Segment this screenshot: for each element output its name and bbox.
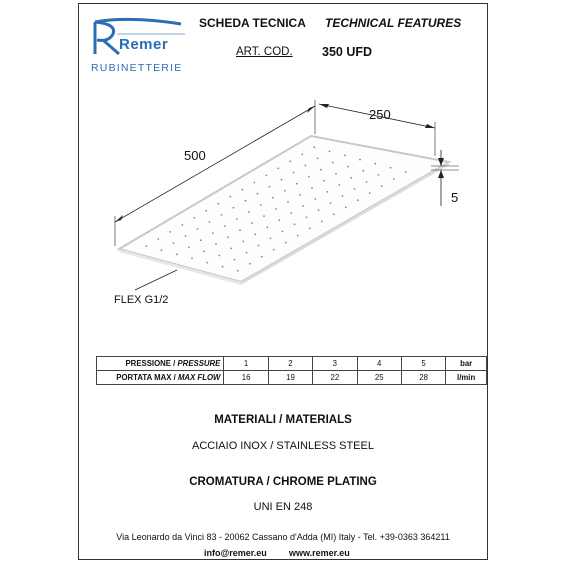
nozzle-dot: [318, 209, 320, 211]
title-italian: SCHEDA TECNICA: [199, 16, 306, 30]
table-cell: 19: [268, 371, 312, 385]
title-english: TECHNICAL FEATURES: [325, 16, 462, 30]
nozzle-dot: [185, 235, 187, 237]
nozzle-dot: [229, 196, 231, 198]
plating-heading: CROMATURA / CHROME PLATING: [189, 476, 377, 488]
dimension-length: 500: [184, 148, 206, 163]
nozzle-dot: [290, 212, 292, 214]
nozzle-dot: [317, 158, 319, 160]
nozzle-dot: [246, 252, 248, 254]
art-code-label: ART. COD.: [236, 46, 293, 58]
nozzle-dot: [321, 221, 323, 223]
nozzle-dot: [227, 236, 229, 238]
nozzle-dot: [393, 178, 395, 180]
nozzle-dot: [285, 242, 287, 244]
nozzle-dot: [354, 188, 356, 190]
nozzle-dot: [301, 153, 303, 155]
nozzle-dot: [169, 231, 171, 233]
nozzle-dot: [390, 167, 392, 169]
nozzle-dot: [405, 171, 407, 173]
nozzle-dot: [359, 159, 361, 161]
nozzle-dot: [191, 258, 193, 260]
nozzle-dot: [275, 208, 277, 210]
label-english: PRESSURE: [177, 359, 221, 368]
nozzle-dot: [294, 223, 296, 225]
table-cell: 28: [401, 371, 445, 385]
nozzle-dot: [344, 155, 346, 157]
nozzle-dot: [350, 177, 352, 179]
nozzle-dot: [270, 238, 272, 240]
nozzle-dot: [265, 175, 267, 177]
nozzle-dot: [305, 165, 307, 167]
nozzle-dot: [242, 241, 244, 243]
nozzle-dot: [281, 179, 283, 181]
spec-table: [96, 356, 487, 385]
table-cell: 2: [268, 357, 312, 371]
nozzle-dot: [257, 193, 259, 195]
nozzle-dot: [221, 214, 223, 216]
nozzle-dot: [284, 190, 286, 192]
nozzle-dot: [209, 221, 211, 223]
nozzle-dot: [366, 181, 368, 183]
dimension-width: 250: [369, 107, 391, 122]
nozzle-dot: [261, 256, 263, 258]
table-row: [97, 357, 487, 371]
nozzle-dot: [254, 233, 256, 235]
label-english: MAX FLOW: [177, 373, 221, 382]
art-code-value: 350 UFD: [322, 45, 373, 59]
nozzle-dot: [212, 232, 214, 234]
unit-cell: l/min: [446, 371, 487, 385]
nozzle-dot: [205, 210, 207, 212]
technical-sheet: [78, 3, 488, 560]
table-cell: 25: [357, 371, 401, 385]
nozzle-dot: [224, 225, 226, 227]
nozzle-dot: [302, 205, 304, 207]
nozzle-dot: [296, 183, 298, 185]
nozzle-dot: [306, 216, 308, 218]
nozzle-dot: [309, 228, 311, 230]
plating-value: UNI EN 248: [253, 501, 313, 513]
brand-name: Remer: [119, 36, 169, 53]
nozzle-dot: [338, 184, 340, 186]
nozzle-dot: [233, 207, 235, 209]
nozzle-dot: [245, 200, 247, 202]
nozzle-dot: [266, 226, 268, 228]
nozzle-dot: [249, 263, 251, 265]
unit-cell: bar: [446, 357, 487, 371]
nozzle-dot: [369, 192, 371, 194]
nozzle-dot: [145, 245, 147, 247]
footer-email[interactable]: info@remer.eu: [204, 548, 267, 558]
table-cell: 16: [224, 371, 268, 385]
nozzle-dot: [253, 182, 255, 184]
nozzle-dot: [345, 206, 347, 208]
table-cell: 3: [313, 357, 357, 371]
nozzle-dot: [342, 195, 344, 197]
nozzle-dot: [329, 150, 331, 152]
nozzle-dot: [278, 219, 280, 221]
nozzle-dot: [234, 259, 236, 261]
nozzle-dot: [239, 229, 241, 231]
nozzle-dot: [347, 166, 349, 168]
nozzle-dot: [260, 204, 262, 206]
nozzle-dot: [157, 238, 159, 240]
brand-subtitle: RUBINETTERIE: [91, 62, 183, 74]
shower-head-drawing: [79, 94, 489, 324]
nozzle-dot: [258, 245, 260, 247]
nozzle-dot: [289, 160, 291, 162]
nozzle-dot: [251, 222, 253, 224]
nozzle-dot: [161, 249, 163, 251]
dimension-thickness: 5: [451, 190, 459, 205]
nozzle-dot: [203, 251, 205, 253]
nozzle-dot: [313, 146, 315, 148]
nozzle-dot: [378, 174, 380, 176]
nozzle-dot: [308, 176, 310, 178]
nozzle-dot: [206, 262, 208, 264]
nozzle-dot: [241, 189, 243, 191]
footer-website[interactable]: www.remer.eu: [289, 548, 350, 558]
nozzle-dot: [381, 185, 383, 187]
nozzle-dot: [181, 224, 183, 226]
nozzle-dot: [374, 163, 376, 165]
nozzle-dot: [287, 201, 289, 203]
table-cell: 22: [313, 371, 357, 385]
table-cell: 1: [224, 357, 268, 371]
nozzle-dot: [282, 231, 284, 233]
nozzle-dot: [362, 170, 364, 172]
connection-label: FLEX G1/2: [114, 294, 169, 306]
label-italian: PRESSIONE /: [125, 359, 178, 368]
nozzle-dot: [200, 239, 202, 241]
nozzle-dot: [277, 168, 279, 170]
materials-heading: MATERIALI / MATERIALS: [214, 414, 352, 426]
nozzle-dot: [330, 202, 332, 204]
nozzle-dot: [193, 217, 195, 219]
nozzle-dot: [269, 186, 271, 188]
table-cell: 4: [357, 357, 401, 371]
nozzle-dot: [293, 172, 295, 174]
row-label: [97, 357, 224, 371]
nozzle-dot: [188, 246, 190, 248]
row-label: [97, 371, 224, 385]
label-italian: PORTATA MAX /: [116, 373, 178, 382]
nozzle-dot: [311, 187, 313, 189]
nozzle-dot: [335, 173, 337, 175]
materials-value: ACCIAIO INOX / STAINLESS STEEL: [192, 440, 374, 452]
nozzle-dot: [176, 253, 178, 255]
brand-logo: [89, 14, 189, 74]
nozzle-dot: [273, 249, 275, 251]
table-row: [97, 371, 487, 385]
nozzle-dot: [320, 169, 322, 171]
nozzle-dot: [215, 243, 217, 245]
nozzle-dot: [217, 203, 219, 205]
nozzle-dot: [222, 266, 224, 268]
nozzle-dot: [323, 180, 325, 182]
table-cell: 5: [401, 357, 445, 371]
nozzle-dot: [333, 213, 335, 215]
nozzle-dot: [272, 197, 274, 199]
nozzle-dot: [332, 162, 334, 164]
nozzle-dot: [230, 248, 232, 250]
nozzle-dot: [237, 270, 239, 272]
footer-address: Via Leonardo da Vinci 83 - 20062 Cassano d'Adda (MI) Italy - Tel. +39-0363 364211: [116, 532, 450, 542]
nozzle-dot: [326, 191, 328, 193]
nozzle-dot: [197, 228, 199, 230]
nozzle-dot: [314, 198, 316, 200]
nozzle-dot: [299, 194, 301, 196]
nozzle-dot: [263, 215, 265, 217]
nozzle-dot: [218, 255, 220, 257]
nozzle-dot: [357, 199, 359, 201]
nozzle-dot: [173, 242, 175, 244]
nozzle-dot: [297, 235, 299, 237]
nozzle-dot: [248, 211, 250, 213]
nozzle-dot: [236, 218, 238, 220]
